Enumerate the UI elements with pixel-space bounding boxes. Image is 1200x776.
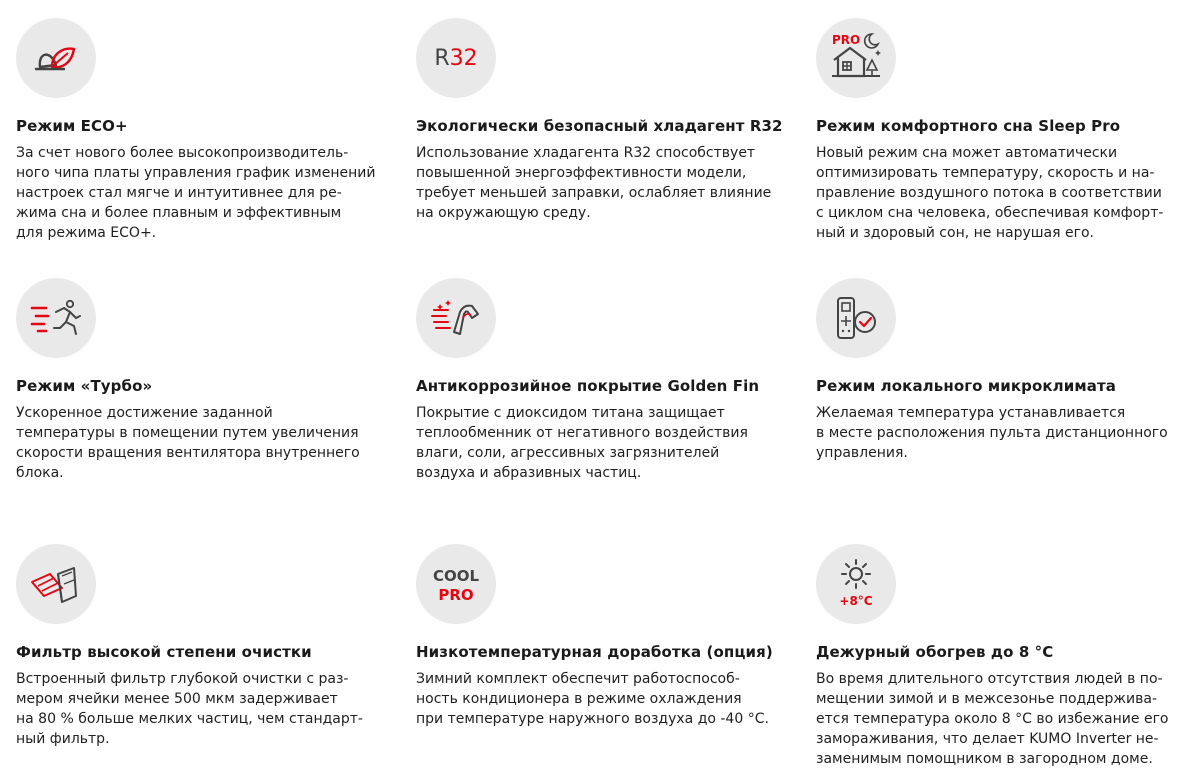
feature-description: Во время длительного отсутствия людей в по- мещении зимой и в межсезонье поддержива- ется температура около 8 °С во избежание его замораживания, что делает KUMO Inverter не- заменимым помощником в загородном доме. xyxy=(816,671,1169,767)
svg-text:PRO: PRO xyxy=(438,586,474,604)
feature-description: Зимний комплект обеспечит работоспособ- ность кондиционера в режиме охлаждения при температуре наружного воздуха до -40 °С. xyxy=(416,671,769,727)
leaf-icon xyxy=(16,18,96,98)
feature-turbo-mode xyxy=(16,278,386,481)
feature-standby-heating xyxy=(816,544,1186,767)
feature-description: Ускоренное достижение заданной температуры в помещении путем увеличения скорости вращения вентилятора внутреннего блока. xyxy=(16,405,360,481)
feature-description: Использование хладагента R32 способствует повышенной энергоэффективности модели, требует меньшей заправки, ослабляет влияние на окружающую среду. xyxy=(416,145,772,221)
svg-text:COOL: COOL xyxy=(432,567,480,585)
feature-title: Режим локального микроклимата xyxy=(816,377,1116,395)
svg-text:+8°C: +8°C xyxy=(839,594,873,608)
feature-description: Покрытие с диоксидом титана защищает теплообменник от негативного воздействия влаги, соли, агрессивных загрязнителей воздуха и абразивных частиц. xyxy=(416,405,748,481)
feature-description: За счет нового более высокопроизводитель- ного чипа платы управления график изменений настроек стал мягче и интуитивнее для ре- жима сна и более плавным и эффективным для режима ECO+. xyxy=(16,145,376,241)
feature-title: Низкотемпературная доработка (опция) xyxy=(416,643,773,661)
feature-sleep-pro xyxy=(816,18,1186,241)
sun-heating-icon xyxy=(816,544,896,624)
feature-title: Фильтр высокой степени очистки xyxy=(16,643,312,661)
feature-title: Антикоррозийное покрытие Golden Fin xyxy=(416,377,760,395)
feature-r32-refrigerant xyxy=(416,18,786,221)
feature-title: Экологически безопасный хладагент R32 xyxy=(416,117,783,135)
feature-title: Дежурный обогрев до 8 °С xyxy=(816,643,1054,661)
feature-eco-mode xyxy=(16,18,386,241)
feature-description: Новый режим сна может автоматически оптимизировать температуру, скорость и на- правление воздушного потока в соответствии с циклом сна человека, обеспечивая комфорт- ный и здоровый сон, не нарушая его. xyxy=(816,145,1164,241)
feature-title: Режим ECO+ xyxy=(16,117,128,135)
r32-refrigerant-icon: R32 xyxy=(416,18,496,98)
feature-description: Желаемая температура устанавливается в месте расположения пульта дистанционного управления. xyxy=(816,405,1168,461)
golden-fin-coating-icon xyxy=(416,278,496,358)
remote-control-check-icon xyxy=(816,278,896,358)
feature-high-grade-filter xyxy=(16,544,386,747)
feature-title: Режим комфортного сна Sleep Pro xyxy=(816,117,1121,135)
feature-local-microclimate xyxy=(816,278,1186,461)
turbo-runner-icon xyxy=(16,278,96,358)
feature-title: Режим «Турбо» xyxy=(16,377,153,395)
svg-text:PRO: PRO xyxy=(832,33,861,47)
filter-icon xyxy=(16,544,96,624)
cool-pro-icon xyxy=(416,544,496,624)
sleep-pro-house-icon xyxy=(816,18,896,98)
feature-low-temperature-kit xyxy=(416,544,786,727)
feature-golden-fin xyxy=(416,278,786,481)
feature-description: Встроенный фильтр глубокой очистки с раз- мером ячейки менее 500 мкм задерживает на 80 % больше мелких частиц, чем стандарт- ный фильтр. xyxy=(16,671,363,747)
